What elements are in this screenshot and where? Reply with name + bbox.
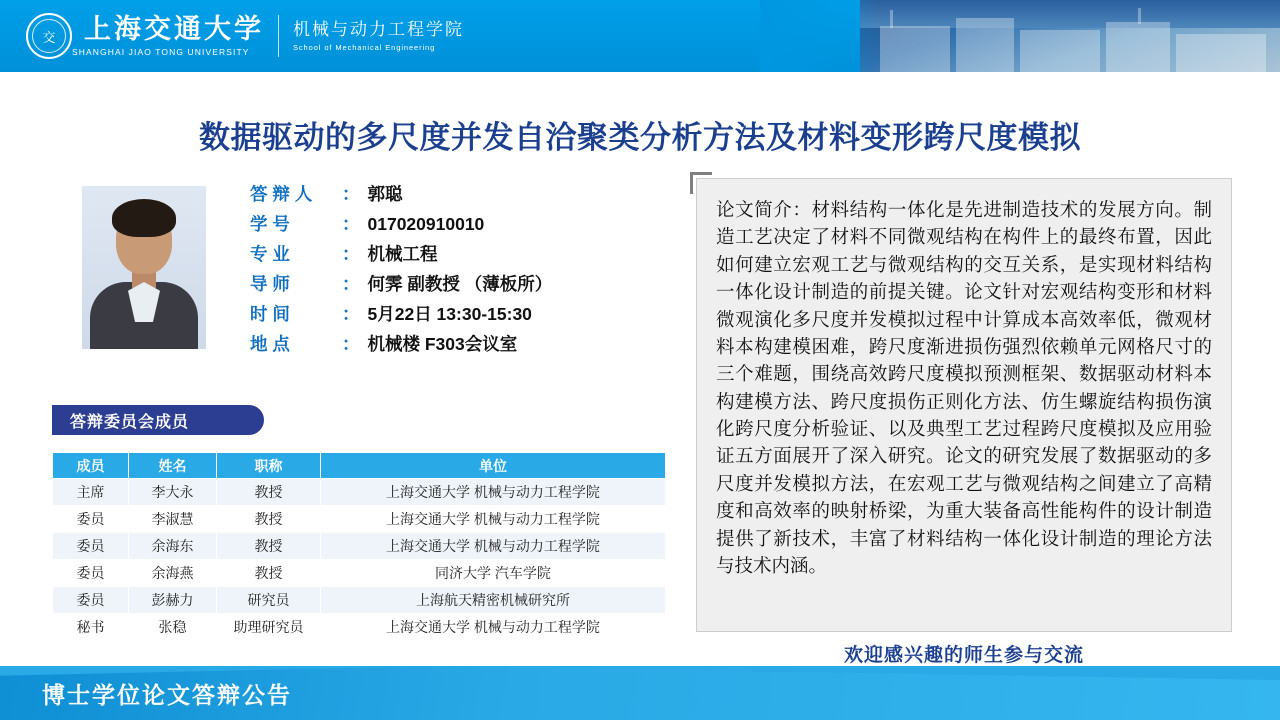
cell-title: 教授 (217, 506, 321, 533)
seal-glyph: 交 (42, 29, 56, 45)
cell-title: 助理研究员 (217, 614, 321, 641)
info-label-speaker: 答 辩 人 (250, 184, 313, 204)
cell-role: 秘书 (53, 614, 129, 641)
info-value-speaker: 郭聪 (367, 184, 403, 204)
info-label-time: 时 间 (250, 304, 290, 324)
info-value-major: 机械工程 (367, 244, 438, 264)
speaker-portrait (82, 186, 206, 349)
col-header-name: 姓名 (129, 453, 217, 479)
col-header-title: 职称 (217, 453, 321, 479)
info-colon: ： (342, 304, 360, 324)
cell-affiliation: 同济大学 汽车学院 (321, 560, 666, 587)
info-colon: ： (342, 334, 360, 354)
info-colon: ： (342, 274, 360, 294)
header-gradient-overlay (760, 0, 880, 72)
committee-badge: 答辩委员会成员 (52, 405, 264, 435)
cell-affiliation: 上海交通大学 机械与动力工程学院 (321, 614, 666, 641)
info-colon: ： (342, 214, 360, 234)
cell-role: 委员 (53, 560, 129, 587)
cell-name: 彭赫力 (129, 587, 217, 614)
cell-affiliation: 上海交通大学 机械与动力工程学院 (321, 479, 666, 506)
table-header-row (53, 453, 666, 479)
table-row (53, 587, 666, 614)
cell-affiliation: 上海航天精密机械研究所 (321, 587, 666, 614)
cell-name: 余海东 (129, 533, 217, 560)
school-name-cn: 机械与动力工程学院 (293, 19, 464, 39)
cell-title: 教授 (217, 560, 321, 587)
table-row (53, 560, 666, 587)
info-label-student-id: 学 号 (250, 214, 290, 234)
welcome-note: 欢迎感兴趣的师生参与交流 (843, 645, 1084, 666)
table-row (53, 614, 666, 641)
info-value-time: 5月22日 13:30-15:30 (367, 304, 532, 324)
logo-divider (278, 15, 279, 57)
info-row-time (250, 306, 670, 324)
info-colon: ： (342, 244, 360, 264)
cell-title: 教授 (217, 533, 321, 560)
page-footer (0, 666, 1280, 720)
info-value-advisor: 何霁 副教授 （薄板所） (367, 274, 553, 294)
col-header-affiliation: 单位 (321, 453, 666, 479)
info-value-student-id: 017020910010 (367, 214, 485, 234)
university-logo (26, 10, 464, 62)
university-name-cn: 上海交通大学 (84, 13, 264, 44)
campus-photo (860, 0, 1280, 72)
col-header-role: 成员 (53, 453, 129, 479)
info-value-location: 机械楼 F303会议室 (367, 334, 518, 354)
cell-title: 研究员 (217, 587, 321, 614)
info-label-advisor: 导 师 (250, 274, 290, 294)
table-row (53, 506, 666, 533)
page-title: 数据驱动的多尺度并发自洽聚类分析方法及材料变形跨尺度模拟 (199, 120, 1081, 155)
abstract-corner-bracket (690, 172, 712, 194)
page-header (0, 0, 1280, 72)
info-colon: ： (342, 184, 360, 204)
cell-name: 余海燕 (129, 560, 217, 587)
info-label-major: 专 业 (250, 244, 290, 264)
table-row (53, 479, 666, 506)
cell-role: 委员 (53, 533, 129, 560)
cell-role: 主席 (53, 479, 129, 506)
table-row (53, 533, 666, 560)
cell-affiliation: 上海交通大学 机械与动力工程学院 (321, 506, 666, 533)
info-row-major (250, 246, 670, 264)
university-name-en: SHANGHAI JIAO TONG UNIVERSITY (72, 46, 250, 57)
cell-name: 张稳 (129, 614, 217, 641)
cell-name: 李大永 (129, 479, 217, 506)
cell-title: 教授 (217, 479, 321, 506)
school-name-en: School of Mechanical Engineering (293, 42, 436, 52)
info-row-student-id (250, 216, 670, 234)
cell-role: 委员 (53, 587, 129, 614)
defense-info-list (250, 186, 670, 366)
university-seal-icon (26, 13, 72, 59)
committee-table (52, 452, 666, 641)
cell-affiliation: 上海交通大学 机械与动力工程学院 (321, 533, 666, 560)
cell-role: 委员 (53, 506, 129, 533)
info-row-speaker (250, 186, 670, 204)
info-label-location: 地 点 (250, 334, 290, 354)
info-row-location (250, 336, 670, 354)
abstract-text: 论文简介：材料结构一体化是先进制造技术的发展方向。制造工艺决定了材料不同微观结构在构件上的最终布置，因此如何建立宏观工艺与微观结构的交互关系，是实现材料结构一体化设计制造的前提关键。论文针对宏观结构变形和材料微观演化多尺度并发模拟过程中计算成本高效率低，微观材料本构建模困难，跨尺度渐进损伤强烈依赖单元网格尺寸的三个难题，围绕高效跨尺度模拟预测框架、数据驱动材料本构建模方法、跨尺度损伤正则化方法、仿生螺旋结构损伤演化跨尺度分析验证、以及典型工艺过程跨尺度模拟及应用验证五方面展开了深入研究。论文的研究发展了数据驱动的多尺度并发模拟方法，在宏观工艺与微观结构之间建立了高精度和高效率的映射桥梁，为重大装备高性能构件的设计制造提供了新技术，丰富了材料结构一体化设计制造的理论方法与技术内涵。 (716, 199, 1212, 576)
footer-title: 博士学位论文答辩公告 (42, 682, 292, 708)
cell-name: 李淑慧 (129, 506, 217, 533)
info-row-advisor (250, 276, 670, 294)
